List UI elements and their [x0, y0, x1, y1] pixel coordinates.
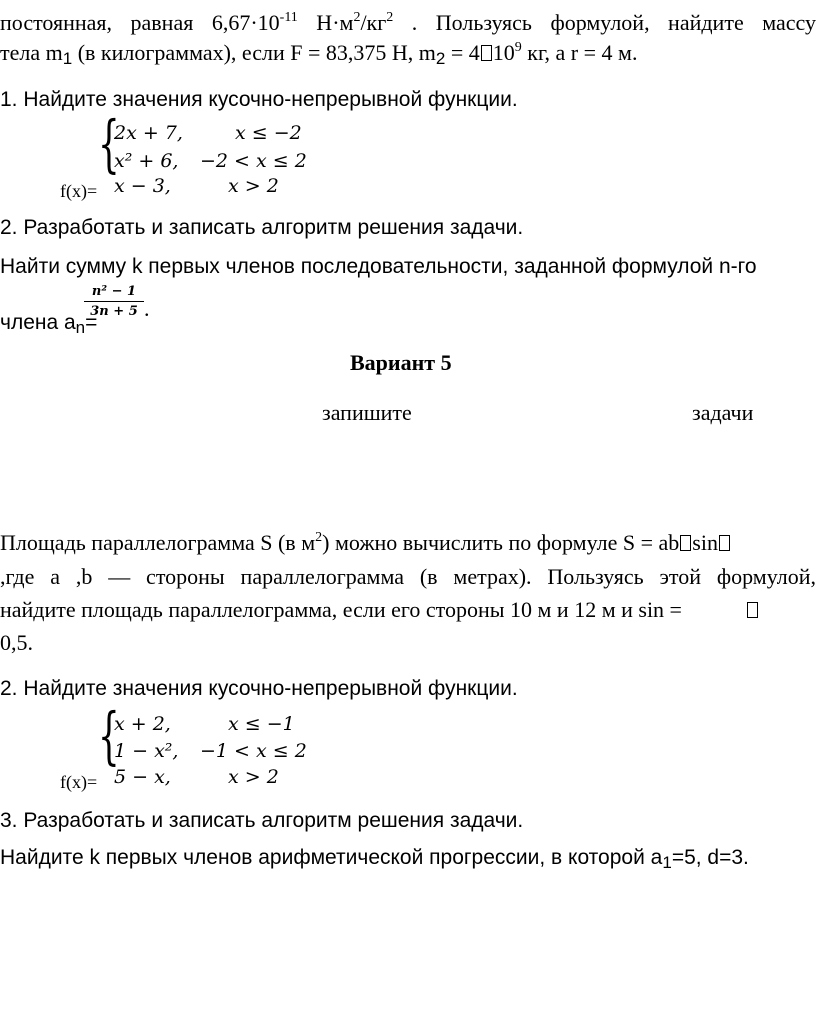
- fraction-denominator: 3n + 5: [90, 304, 138, 319]
- task1-row-1-expr: 2x + 7,: [114, 122, 183, 144]
- task1-row-1-cond: x ≤ −2: [235, 122, 302, 144]
- fraction-numerator: n² − 1: [91, 284, 137, 299]
- task2-line-2: члена $a_n=$: [0, 311, 98, 337]
- task1-function-label: f(x)=: [60, 181, 98, 201]
- task2-fraction: [84, 284, 144, 319]
- task3-line-1: Площадь параллелограмма S (в $м^2$) можно вычислить по формуле S = ab sin: [0, 530, 731, 556]
- fraction-bar: [84, 301, 144, 302]
- task1-heading: 1. Найдите значения кусочно-непрерывной функции.: [0, 88, 518, 111]
- task5-heading: 3. Разработать и записать алгоритм решения задачи.: [0, 809, 524, 832]
- intro-line-1: постоянная, равная $6,67\cdot 10^{-11}$ $Н\cdot м^2/кг^2$ . Пользуясь формулой, найдите массу: [0, 10, 816, 35]
- task2-period: .: [144, 296, 150, 321]
- missing-glyph-icon: [747, 602, 758, 618]
- task4-row-1-expr: x + 2,: [114, 713, 171, 735]
- task1-row-3-expr: x − 3,: [114, 175, 171, 197]
- task4-row-3-cond: x > 2: [228, 766, 279, 788]
- variant-title: Вариант 5: [350, 350, 452, 375]
- task4-heading: 2. Найдите значения кусочно-непрерывной функции.: [0, 677, 518, 700]
- task3-line-3: найдите площадь параллелограмма, если его стороны 10 м и 12 м и sin =: [0, 597, 682, 622]
- task2-heading: 2. Разработать и записать алгоритм решения задачи.: [0, 216, 524, 239]
- task3-line-4: 0,5.: [0, 630, 33, 655]
- task3-line-2: ,где a ,b — стороны параллелограмма (в метрах). Пользуясь этой формулой,: [0, 564, 816, 589]
- missing-glyph-icon: [680, 535, 691, 551]
- variant-word-2: задачи: [692, 400, 754, 425]
- intro-line-2: тела $m_1$ (в килограммах), если F = 83,375 Н, $m_2 = 4$ $10^9$ кг, а r = 4 м.: [0, 40, 638, 68]
- brace-icon: {: [98, 699, 120, 772]
- task2-line-1: Найти сумму k первых членов последовательности, заданной формулой n-го: [0, 255, 757, 278]
- task4-function-label: f(x)=: [60, 772, 98, 792]
- missing-glyph-icon: [481, 45, 492, 61]
- task4-row-3-expr: 5 − x,: [114, 766, 171, 788]
- task4-row-2-cond: −1 < x ≤ 2: [200, 740, 307, 762]
- missing-glyph-icon: [719, 535, 730, 551]
- task5-line-1: Найдите k первых членов арифметической прогрессии, в которой $a_1=5$, d=3.: [0, 846, 749, 872]
- task1-row-3-cond: x > 2: [228, 175, 279, 197]
- variant-word-1: запишите: [322, 400, 412, 425]
- task4-row-2-expr: 1 − x²,: [114, 740, 179, 762]
- task1-row-2-cond: −2 < x ≤ 2: [200, 150, 307, 172]
- task4-row-1-cond: x ≤ −1: [228, 713, 295, 735]
- task1-row-2-expr: x² + 6,: [114, 150, 179, 172]
- brace-icon: {: [98, 107, 120, 180]
